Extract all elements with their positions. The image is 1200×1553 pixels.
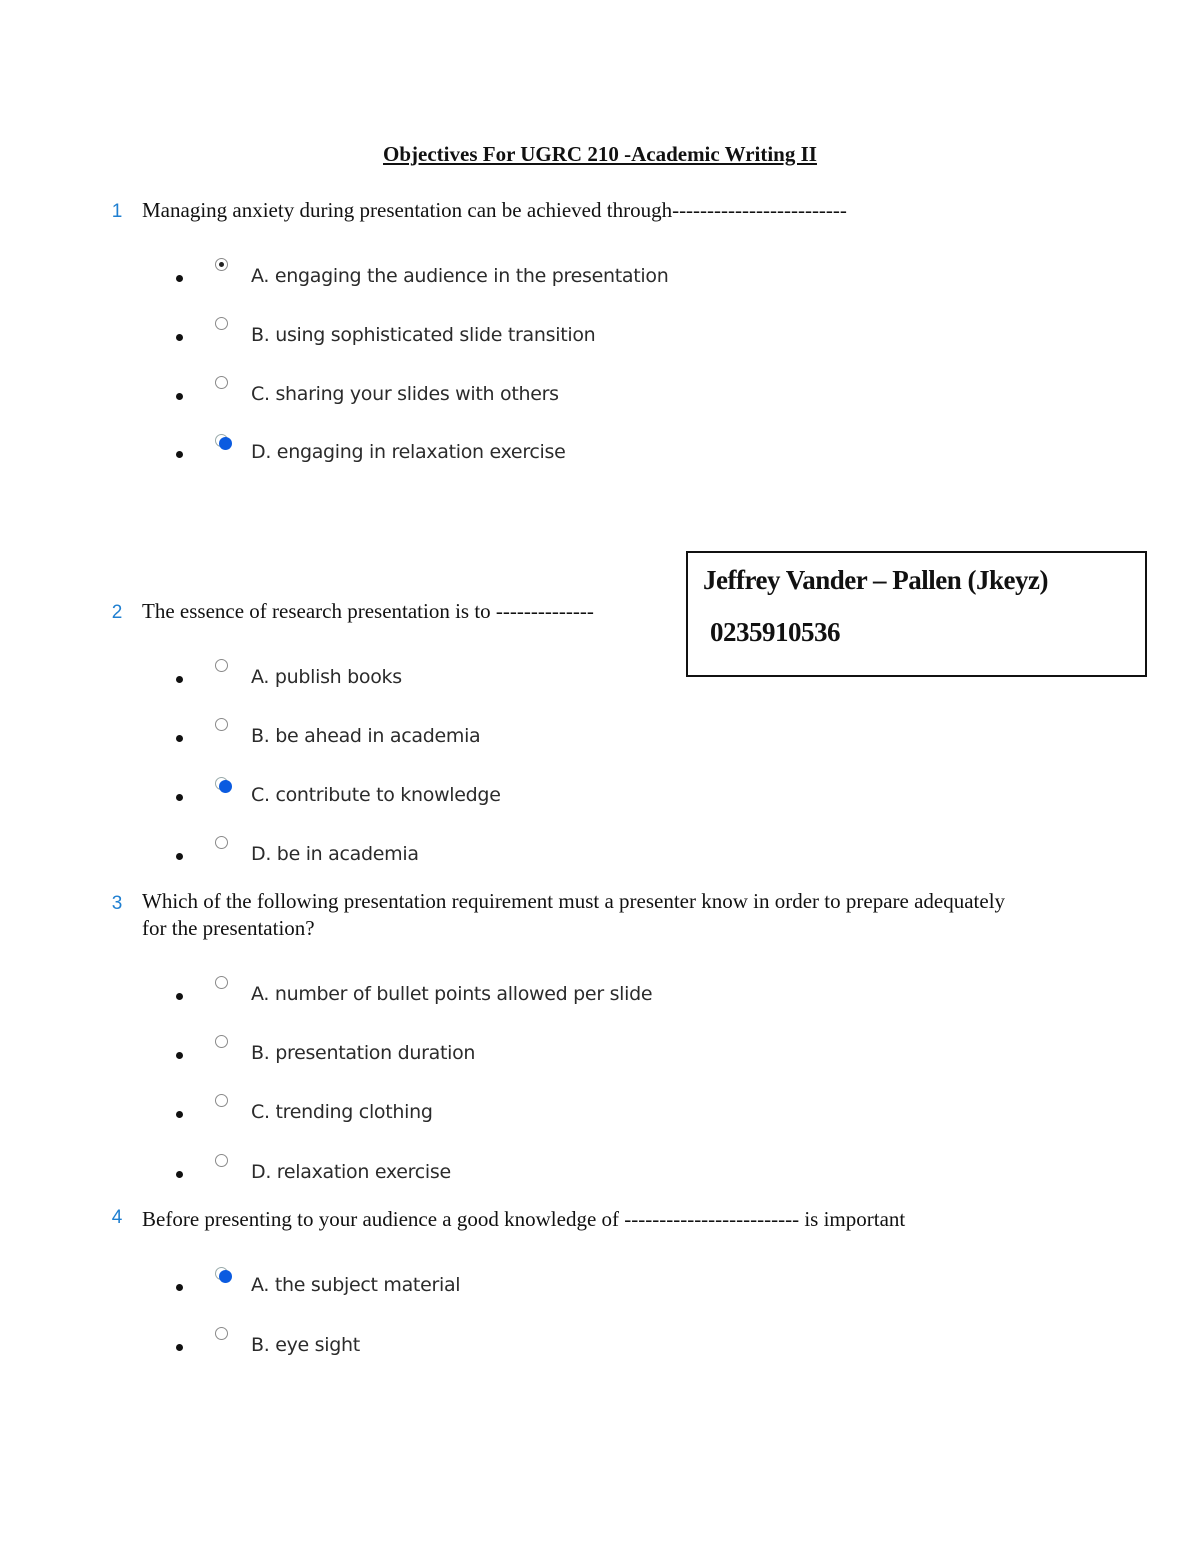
bullet-icon	[176, 451, 183, 458]
page-title: Objectives For UGRC 210 -Academic Writing II	[383, 142, 817, 166]
option-label: C. sharing your slides with others	[251, 383, 559, 405]
option-label: A. publish books	[251, 666, 402, 688]
question-number: 2	[111, 602, 123, 623]
bullet-icon	[176, 1052, 183, 1059]
option-label: A. the subject material	[251, 1274, 461, 1296]
radio-button-checked-icon[interactable]	[215, 258, 228, 271]
question-text: Managing anxiety during presentation can be achieved through-------------------------	[142, 198, 847, 222]
radio-button-selected-icon[interactable]	[215, 777, 233, 795]
bullet-icon	[176, 993, 183, 1000]
question-number: 1	[111, 201, 123, 222]
author-contact-box	[686, 551, 1147, 677]
bullet-icon	[176, 676, 183, 683]
option-label: B. be ahead in academia	[251, 725, 481, 747]
option-label: B. eye sight	[251, 1334, 360, 1356]
radio-button-icon[interactable]	[215, 317, 228, 330]
option-label: D. relaxation exercise	[251, 1161, 451, 1183]
bullet-icon	[176, 853, 183, 860]
radio-button-icon[interactable]	[215, 976, 228, 989]
option-label: D. be in academia	[251, 843, 419, 865]
bullet-icon	[176, 794, 183, 801]
radio-button-icon[interactable]	[215, 1154, 228, 1167]
bullet-icon	[176, 1171, 183, 1178]
option-label: C. contribute to knowledge	[251, 784, 501, 806]
option-label: A. number of bullet points allowed per slide	[251, 983, 653, 1005]
bullet-icon	[176, 275, 183, 282]
option-label: D. engaging in relaxation exercise	[251, 441, 566, 463]
bullet-icon	[176, 1111, 183, 1118]
radio-button-icon[interactable]	[215, 718, 228, 731]
bullet-icon	[176, 735, 183, 742]
radio-button-icon[interactable]	[215, 1094, 228, 1107]
question-text: Before presenting to your audience a good knowledge of ------------------------- is important	[142, 1207, 906, 1231]
option-label: C. trending clothing	[251, 1101, 433, 1123]
author-phone: 0235910536	[710, 617, 840, 647]
question-text: The essence of research presentation is to --------------	[142, 599, 594, 623]
bullet-icon	[176, 1284, 183, 1291]
option-label: B. presentation duration	[251, 1042, 476, 1064]
bullet-icon	[176, 393, 183, 400]
option-label: A. engaging the audience in the presentation	[251, 265, 669, 287]
bullet-icon	[176, 1344, 183, 1351]
radio-button-icon[interactable]	[215, 1327, 228, 1340]
radio-button-selected-icon[interactable]	[215, 434, 233, 452]
author-name: Jeffrey Vander – Pallen (Jkeyz)	[703, 565, 1048, 595]
question-text: Which of the following presentation requirement must a presenter know in order to prepare adequately for the presentation?	[142, 889, 1006, 940]
question-number: 4	[111, 1207, 123, 1228]
radio-button-icon[interactable]	[215, 659, 228, 672]
radio-button-icon[interactable]	[215, 836, 228, 849]
option-label: B. using sophisticated slide transition	[251, 324, 596, 346]
radio-button-icon[interactable]	[215, 1035, 228, 1048]
bullet-icon	[176, 334, 183, 341]
radio-button-icon[interactable]	[215, 376, 228, 389]
radio-button-selected-icon[interactable]	[215, 1267, 233, 1285]
question-number: 3	[111, 893, 123, 914]
